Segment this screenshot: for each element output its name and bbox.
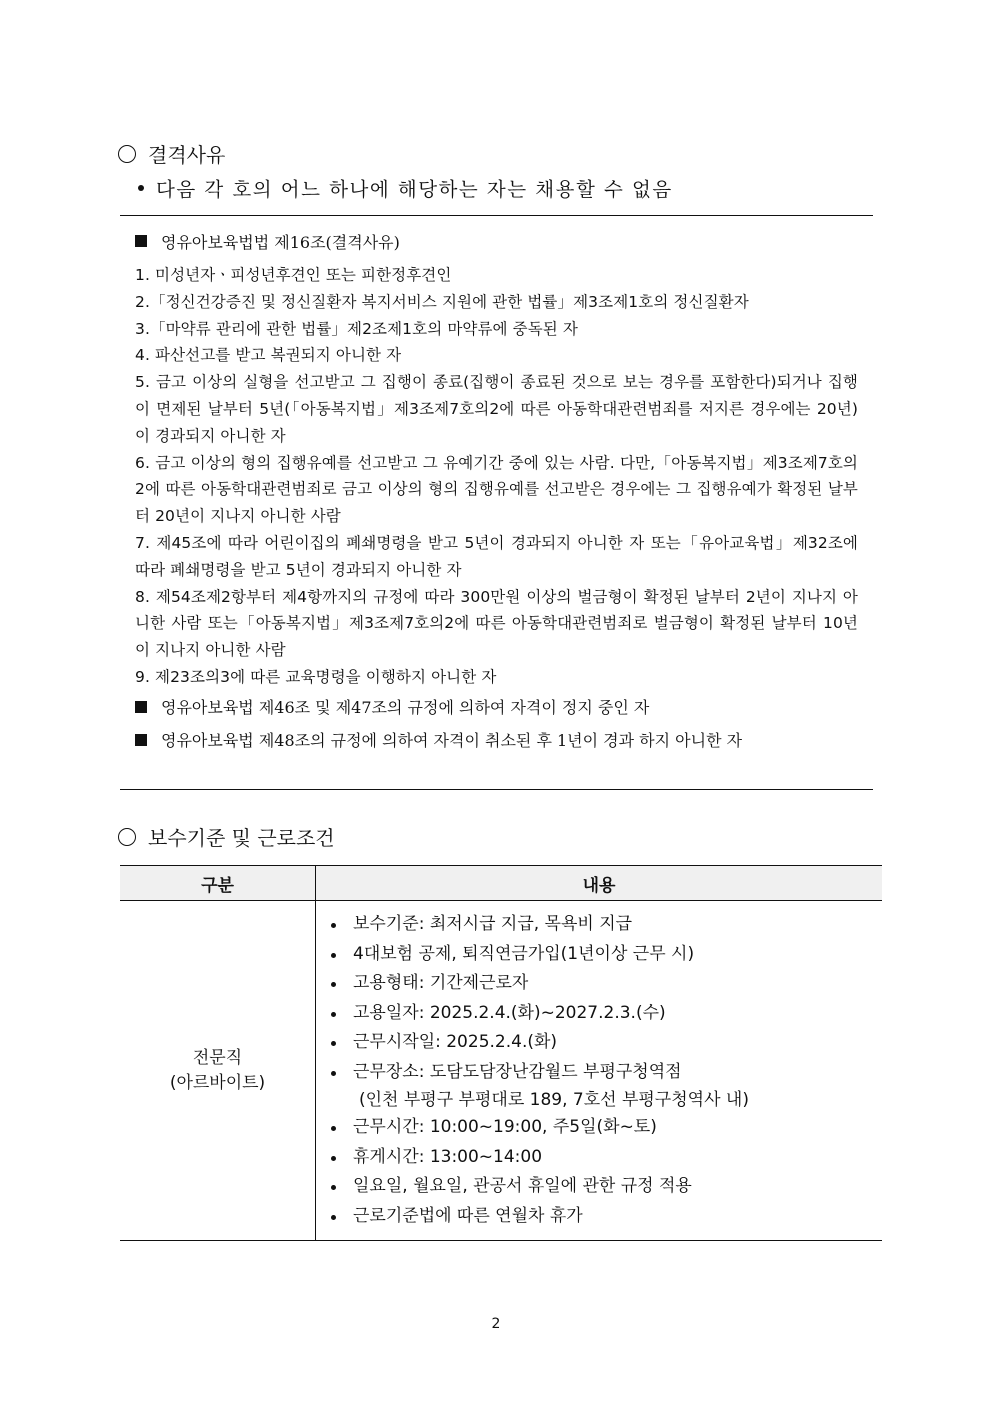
list-item: 5. 금고 이상의 실형을 선고받고 그 집행이 종료(집행이 종료된 것으로 보는 경우를 포함한다)되거나 집행이 면제된 날부터 5년(「아동복지법」제3조제7호의2에 따른 아동학대관련범죄를 저지른 경우에는 20년)이 경과되지 아니한 자 — [135, 373, 858, 445]
list-item: 1. 미성년자ㆍ피성년후견인 또는 피한정후견인 — [135, 266, 452, 284]
list-item: 4대보험 공제, 퇴직연금가입(1년이상 근무 시) — [325, 940, 881, 970]
list-item: 휴게시간: 13:00~14:00 — [325, 1143, 881, 1173]
section-heading-pay-conditions — [118, 822, 335, 851]
category-line: 전문직 — [192, 1047, 243, 1068]
header-content: 내용 — [316, 866, 883, 901]
list-item: 3.「마약류 관리에 관한 법률」제2조제1호의 마약류에 중독된 자 — [135, 319, 578, 338]
list-item: 근로기준법에 따른 연월차 휴가 — [325, 1202, 881, 1232]
square-list-item: 영유아보육법 제46조 및 제47조의 규정에 의하여 자격이 정지 중인 자 — [135, 691, 858, 724]
content-cell — [316, 901, 883, 1241]
bullet-dot-icon — [138, 185, 144, 191]
table-row — [120, 901, 882, 1241]
list-item: 7. 제45조에 따라 어린이집의 폐쇄명령을 받고 5년이 경과되지 아니한 자 또는「유아교육법」제32조에 따라 폐쇄명령을 받고 5년이 경과되지 아니한 자 — [135, 533, 858, 579]
disqualification-box — [135, 228, 858, 757]
bullet-text: 다음 각 호의 어느 하나에 해당하는 자는 채용할 수 없음 — [156, 178, 673, 201]
square-list-item: 영유아보육법 제48조의 규정에 의하여 자격이 취소된 후 1년이 경과 하지 아니한 자 — [135, 724, 858, 757]
square-bullet-icon — [135, 734, 147, 746]
list-item: 근무시간: 10:00~19:00, 주5일(화~토) — [325, 1113, 881, 1143]
list-item: 고용형태: 기간제근로자 — [325, 969, 881, 999]
divider-top — [120, 215, 873, 216]
box-title — [135, 228, 858, 254]
list-item: 보수기준: 최저시급 지급, 목욕비 지급 — [325, 910, 881, 940]
square-bullet-icon — [135, 235, 147, 247]
divider-bottom — [120, 789, 873, 790]
conditions-table — [120, 865, 882, 1241]
bullet-line — [138, 174, 673, 202]
conditions-list — [317, 902, 881, 1239]
section-heading-text: 보수기준 및 근로조건 — [148, 826, 335, 850]
square-bullet-icon — [135, 701, 147, 713]
page-number: 2 — [491, 1316, 501, 1332]
list-item: 2.「정신건강증진 및 정신질환자 복지서비스 지원에 관한 법률」제3조제1호의 정신질환자 — [135, 292, 749, 311]
circle-bullet-icon — [118, 828, 136, 846]
list-item: 일요일, 월요일, 관공서 휴일에 관한 규정 적용 — [325, 1172, 881, 1202]
circle-bullet-icon — [118, 145, 136, 163]
section-heading-disqualification — [118, 139, 225, 168]
list-item: 9. 제23조의3에 따른 교육명령을 이행하지 아니한 자 — [135, 667, 497, 686]
list-item: 4. 파산선고를 받고 복권되지 아니한 자 — [135, 346, 402, 365]
list-item: 근무장소: 도담도담장난감월드 부평구청역점 — [325, 1058, 881, 1088]
list-item-address: (인천 부평구 부평대로 189, 7호선 부평구청역사 내) — [359, 1090, 749, 1110]
category-cell — [120, 901, 316, 1241]
table-header-row — [120, 866, 882, 901]
list-item: 고용일자: 2025.2.4.(화)~2027.2.3.(수) — [325, 999, 881, 1029]
list-item: 근무시작일: 2025.2.4.(화) — [325, 1028, 881, 1058]
header-category: 구분 — [120, 866, 316, 901]
section-heading-text: 결격사유 — [148, 143, 226, 167]
box-title-text: 영유아보육법법 제16조(결격사유) — [161, 232, 400, 252]
category-line: (아르바이트) — [169, 1072, 266, 1093]
list-item: 6. 금고 이상의 형의 집행유예를 선고받고 그 유예기간 중에 있는 사람. 다만,「아동복지법」제3조제7호의2에 따른 아동학대관련범죄로 금고 이상의 형의 집행유예를 선고받은 경우에는 그 집행유예가 확정된 날부터 20년이 지나지 아니한 사람 — [135, 453, 858, 526]
list-item: 8. 제54조제2항부터 제4항까지의 규정에 따라 300만원 이상의 벌금형이 확정된 날부터 2년이 지나지 아니한 사람 또는「아동복지법」제3조제7호의2에 따른 아동학대관련범죄로 벌금형이 확정된 날부터 10년이 지나지 아니한 사람 — [135, 587, 858, 660]
